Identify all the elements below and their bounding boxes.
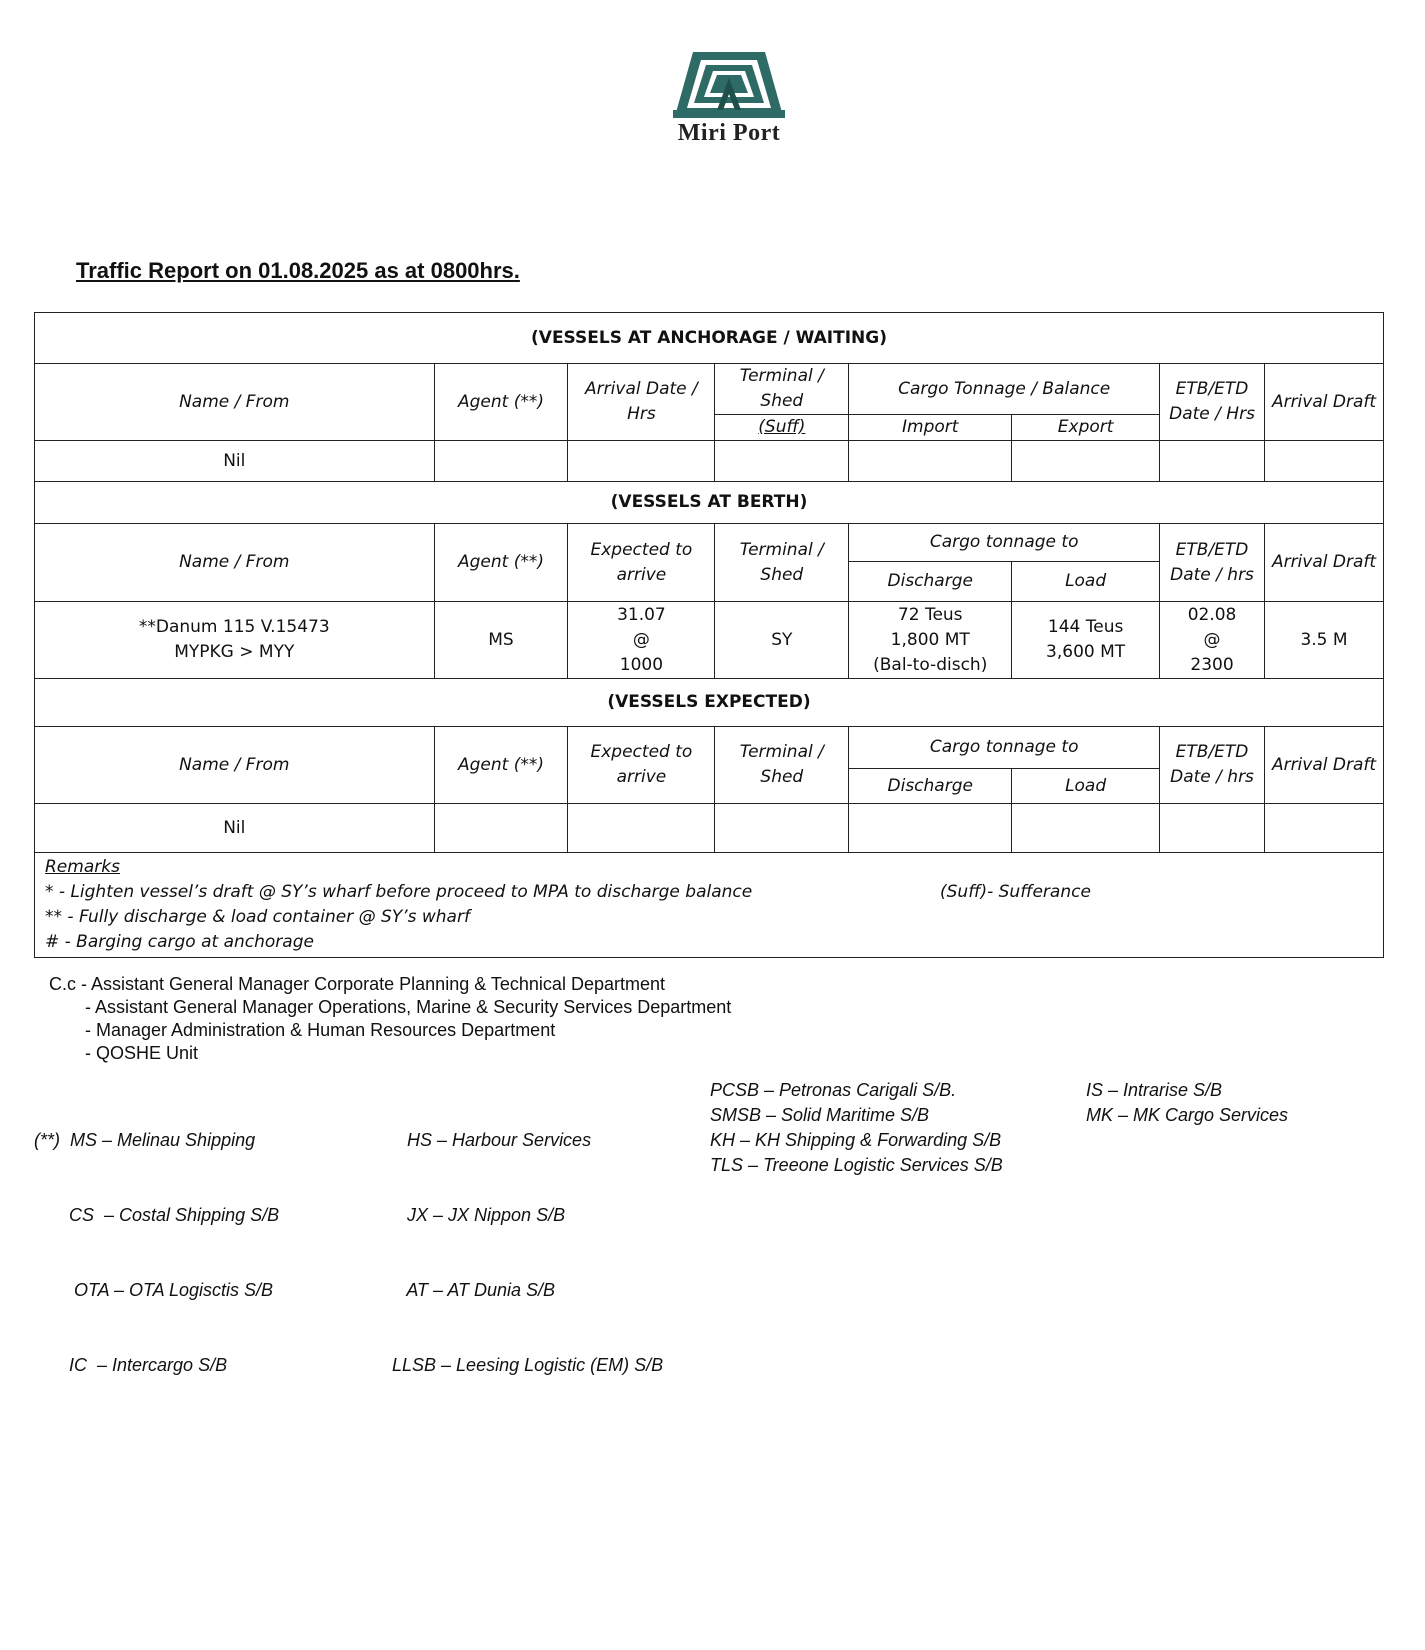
berth-section-row xyxy=(35,482,1384,524)
remark-line-3: # - Barging cargo at anchorage xyxy=(45,932,314,952)
etb-time: 2300 xyxy=(1190,654,1234,675)
header-name-from: Name / From xyxy=(35,364,435,441)
miri-port-logo xyxy=(664,50,794,160)
vessel-discharge-cell xyxy=(849,602,1012,679)
agent-entry: IS – Intrarise S/B xyxy=(1086,1080,1223,1100)
remarks-heading: Remarks xyxy=(45,857,120,877)
agent-entry: PCSB – Petronas Carigali S/B. xyxy=(710,1080,957,1100)
anchorage-section-row xyxy=(35,313,1384,364)
remark-suff: (Suff)- Sufferance xyxy=(940,882,1091,902)
header-terminal-shed: Terminal / Shed xyxy=(715,524,849,602)
agent-entry: LLSB – Leesing Logistic (EM) S/B xyxy=(392,1355,664,1375)
table-row xyxy=(35,441,1384,482)
agent-entry: (**) MS – Melinau Shipping xyxy=(34,1130,256,1150)
discharge-mt: 1,800 MT xyxy=(890,629,970,650)
agent-column-4 xyxy=(1086,1078,1288,1128)
header-arrival-date: Arrival Date / Hrs xyxy=(568,364,715,441)
logo-text: Miri Port xyxy=(677,120,781,146)
berth-section-title: (VESSELS AT BERTH) xyxy=(35,482,1384,524)
agent-entry: SMSB – Solid Maritime S/B xyxy=(710,1105,930,1125)
cc-line: - QOSHE Unit xyxy=(85,1043,199,1063)
expected-section-title: (VESSELS EXPECTED) xyxy=(35,679,1384,727)
discharge-teus: 72 Teus xyxy=(897,604,963,625)
remark-line-1: * - Lighten vessel’s draft @ SY’s wharf before proceed to MPA to discharge balance xyxy=(45,882,753,902)
load-teus: 144 Teus xyxy=(1047,617,1124,637)
agent-entry: AT – AT Dunia S/B xyxy=(392,1280,556,1300)
agent-entry: KH – KH Shipping & Forwarding S/B xyxy=(710,1130,1002,1150)
vessel-draft: 3.5 M xyxy=(1265,602,1384,679)
agent-column-3 xyxy=(710,1078,1003,1178)
header-import: Import xyxy=(849,415,1012,441)
agent-entry: IC – Intercargo S/B xyxy=(34,1355,228,1375)
header-terminal-shed: Terminal / Shed xyxy=(715,364,849,415)
header-load: Load xyxy=(1012,769,1160,804)
header-export: Export xyxy=(1012,415,1160,441)
header-cargo-tonnage: Cargo tonnage to xyxy=(849,727,1160,769)
header-discharge: Discharge xyxy=(849,769,1012,804)
etb-at: @ xyxy=(1203,629,1221,650)
header-terminal-shed: Terminal / Shed xyxy=(715,727,849,804)
vessel-load-cell xyxy=(1012,602,1160,679)
etb-date: 02.08 xyxy=(1187,604,1237,625)
arrival-time: 1000 xyxy=(619,654,664,675)
header-terminal-suff: (Suff) xyxy=(715,415,849,441)
header-etb-etd: ETB/ETD Date / hrs xyxy=(1160,524,1265,602)
vessel-name-cell xyxy=(35,602,435,679)
header-arrival-draft: Arrival Draft xyxy=(1265,364,1384,441)
agent-entry: CS – Costal Shipping S/B xyxy=(34,1205,280,1225)
vessel-etb-cell xyxy=(1160,602,1265,679)
remark-line-2: ** - Fully discharge & load container @ SY’s wharf xyxy=(45,907,470,927)
anchorage-name-cell: Nil xyxy=(35,441,435,482)
agent-entry: JX – JX Nippon S/B xyxy=(392,1205,566,1225)
header-expected-arrive: Expected to arrive xyxy=(568,524,715,602)
header-cargo-tonnage: Cargo Tonnage / Balance xyxy=(849,364,1160,415)
report-title: Traffic Report on 01.08.2025 as at 0800hrs. xyxy=(76,258,520,283)
table-row xyxy=(35,804,1384,853)
vessel-agent: MS xyxy=(434,602,568,679)
vessel-name: **Danum 115 V.15473 xyxy=(138,617,330,637)
agent-entry: TLS – Treeone Logistic Services S/B xyxy=(710,1155,1003,1175)
cc-line: C.c - Assistant General Manager Corporate Planning & Technical Department xyxy=(49,974,665,994)
anchorage-section-title: (VESSELS AT ANCHORAGE / WAITING) xyxy=(35,313,1384,364)
load-mt: 3,600 MT xyxy=(1046,642,1126,662)
cc-line: - Manager Administration & Human Resources Department xyxy=(85,1020,556,1040)
vessel-arrival-cell xyxy=(568,602,715,679)
header-expected-arrive: Expected to arrive xyxy=(568,727,715,804)
expected-section-row xyxy=(35,679,1384,727)
header-etb-etd: ETB/ETD Date / hrs xyxy=(1160,727,1265,804)
agent-entry: MK – MK Cargo Services xyxy=(1086,1105,1289,1125)
expected-name-cell: Nil xyxy=(35,804,435,853)
header-name-from: Name / From xyxy=(35,524,435,602)
traffic-report-table xyxy=(34,312,1384,958)
arrival-at: @ xyxy=(632,629,650,650)
remarks-box xyxy=(35,853,1384,958)
header-name-from: Name / From xyxy=(35,727,435,804)
agent-entry: OTA – OTA Logisctis S/B xyxy=(34,1280,274,1300)
header-agent: Agent (**) xyxy=(434,524,568,602)
vessel-route: MYPKG > MYY xyxy=(174,642,295,662)
header-load: Load xyxy=(1012,562,1160,602)
discharge-note: (Bal-to-disch) xyxy=(873,654,988,675)
agent-column-1 xyxy=(34,1078,279,1428)
header-etb-etd: ETB/ETD Date / Hrs xyxy=(1160,364,1265,441)
miri-port-logo-icon xyxy=(673,50,785,118)
header-agent: Agent (**) xyxy=(434,364,568,441)
agent-column-2 xyxy=(392,1078,663,1428)
header-cargo-tonnage: Cargo tonnage to xyxy=(849,524,1160,562)
cc-list xyxy=(49,973,731,1065)
vessel-terminal: SY xyxy=(715,602,849,679)
header-discharge: Discharge xyxy=(849,562,1012,602)
header-agent: Agent (**) xyxy=(434,727,568,804)
cc-line: - Assistant General Manager Operations, Marine & Security Services Department xyxy=(85,997,732,1017)
header-arrival-draft: Arrival Draft xyxy=(1265,524,1384,602)
arrival-date: 31.07 xyxy=(617,604,666,625)
agent-entry: HS – Harbour Services xyxy=(392,1130,592,1150)
header-arrival-draft: Arrival Draft xyxy=(1265,727,1384,804)
table-row xyxy=(35,602,1384,679)
